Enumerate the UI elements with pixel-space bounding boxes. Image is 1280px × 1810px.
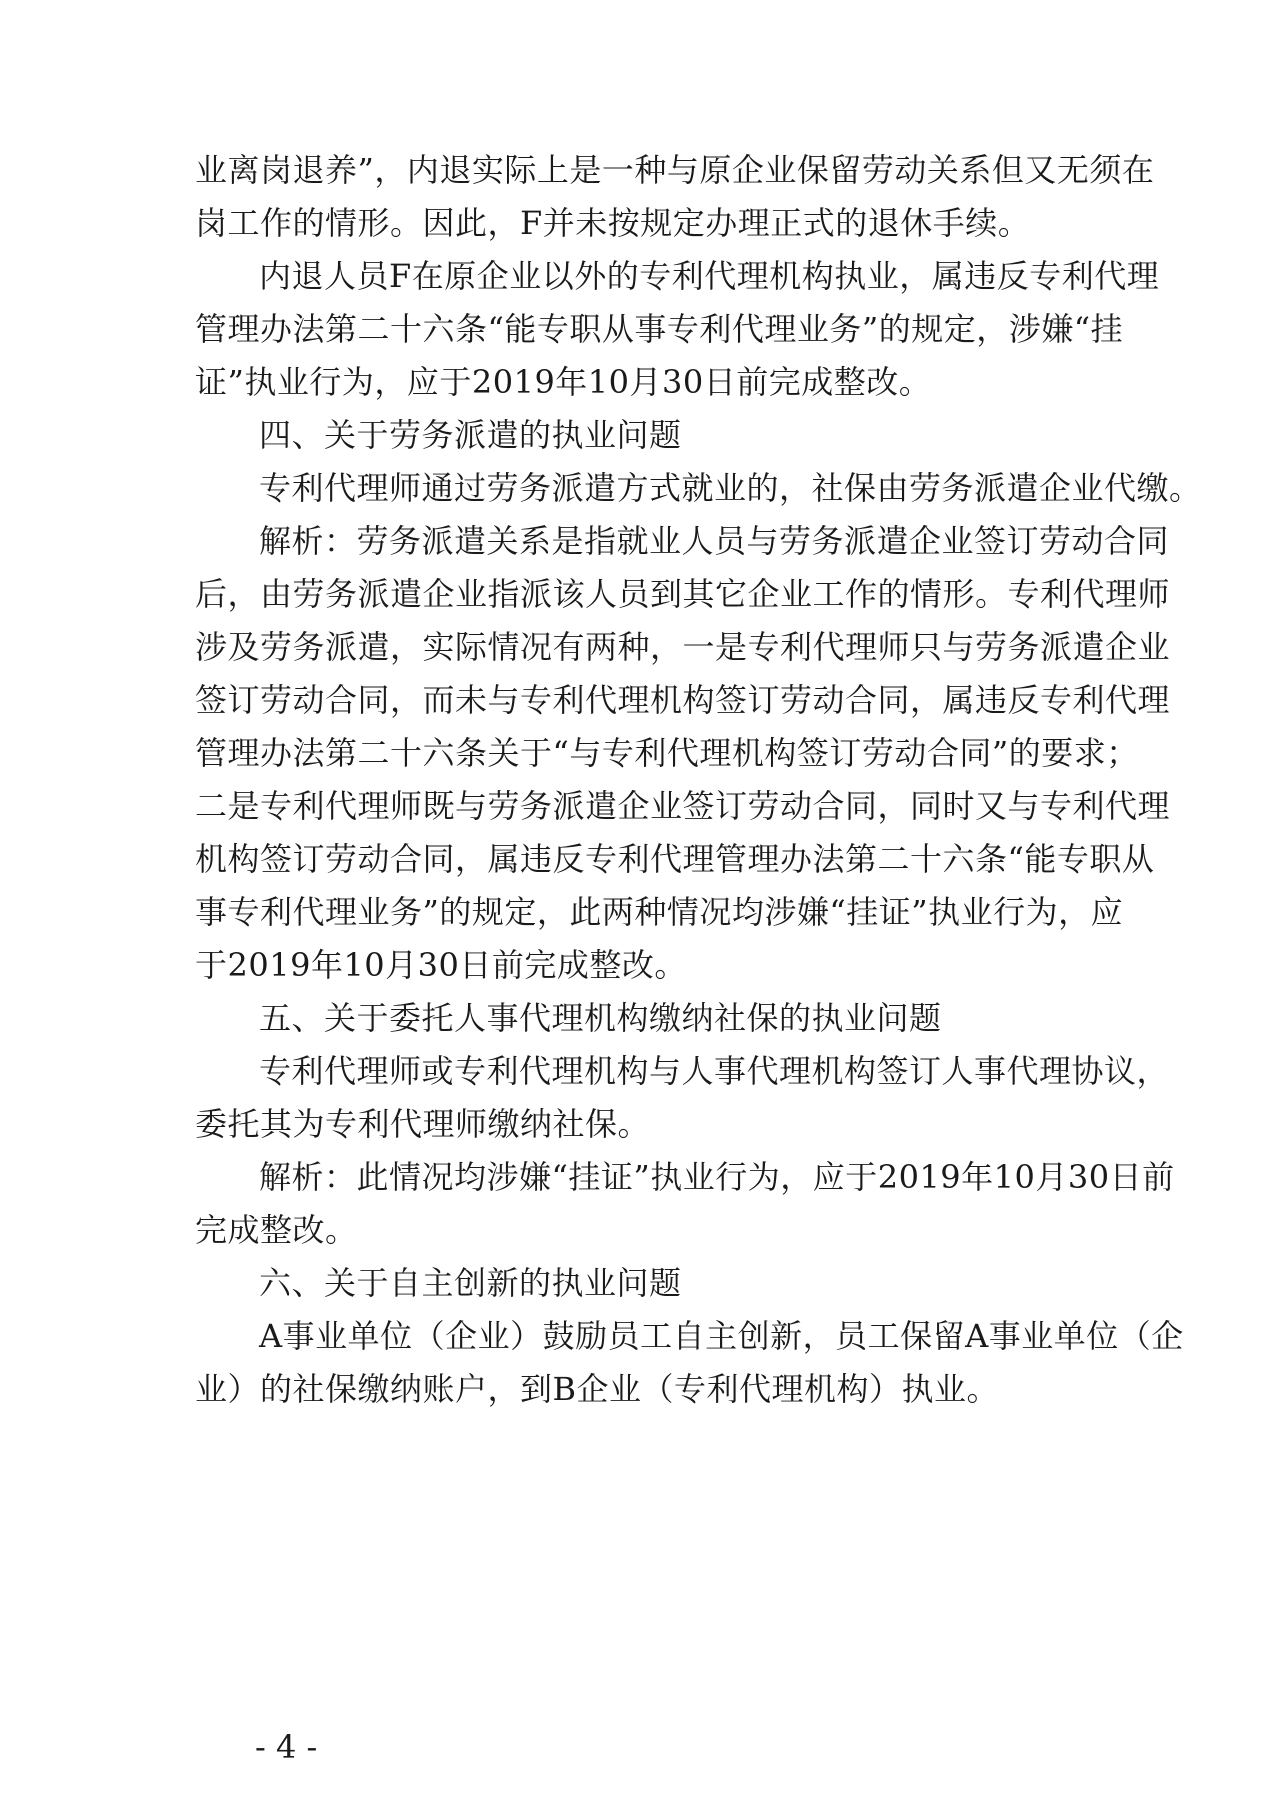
- body-text-line: 事专利代理业务”的规定，此两种情况均涉嫌“挂证”执业行为，应: [195, 893, 1124, 931]
- body-text-line: 完成整改。: [195, 1211, 358, 1249]
- body-text-line: 业离岗退养”，内退实际上是一种与原企业保留劳动关系但又无须在: [195, 151, 1155, 189]
- body-text-line: 机构签订劳动合同，属违反专利代理管理办法第二十六条“能专职从: [195, 840, 1155, 878]
- page-number: - 4 -: [255, 1728, 318, 1766]
- body-text-line: 委托其为专利代理师缴纳社保。: [195, 1105, 651, 1143]
- body-text-line: 二是专利代理师既与劳务派遣企业签订劳动合同，同时又与专利代理: [195, 787, 1171, 825]
- body-text-line: 证”执业行为，应于2019年10月30日前完成整改。: [195, 363, 932, 401]
- section-heading: 四、关于劳务派遣的执业问题: [259, 416, 682, 454]
- paragraph-first-line: A事业单位（企业）鼓励员工自主创新，员工保留A事业单位（企: [259, 1317, 1184, 1355]
- paragraph-first-line: 专利代理师或专利代理机构与人事代理机构签订人事代理协议，: [259, 1052, 1170, 1090]
- paragraph-first-line: 专利代理师通过劳务派遣方式就业的，社保由劳务派遣企业代缴。: [259, 469, 1202, 507]
- section-heading: 五、关于委托人事代理机构缴纳社保的执业问题: [259, 999, 942, 1037]
- body-text-line: 涉及劳务派遣，实际情况有两种，一是专利代理师只与劳务派遣企业: [195, 628, 1171, 666]
- body-text-line: 管理办法第二十六条“能专职从事专利代理业务”的规定，涉嫌“挂: [195, 310, 1124, 348]
- body-text-line: 于2019年10月30日前完成整改。: [195, 946, 687, 984]
- body-text-line: 签订劳动合同，而未与专利代理机构签订劳动合同，属违反专利代理: [195, 681, 1171, 719]
- section-heading: 六、关于自主创新的执业问题: [259, 1264, 682, 1302]
- paragraph-first-line: 解析：劳务派遣关系是指就业人员与劳务派遣企业签订劳动合同: [259, 522, 1170, 560]
- body-text-line: 后，由劳务派遣企业指派该人员到其它企业工作的情形。专利代理师: [195, 575, 1171, 613]
- paragraph-first-line: 解析：此情况均涉嫌“挂证”执业行为，应于2019年10月30日前: [259, 1158, 1175, 1196]
- body-text-line: 岗工作的情形。因此，F并未按规定办理正式的退休手续。: [195, 204, 1031, 242]
- body-text-line: 管理办法第二十六条关于“与专利代理机构签订劳动合同”的要求；: [195, 734, 1139, 772]
- body-text-line: 业）的社保缴纳账户，到B企业（专利代理机构）执业。: [195, 1370, 1000, 1408]
- paragraph-first-line: 内退人员F在原企业以外的专利代理机构执业，属违反专利代理: [259, 257, 1160, 295]
